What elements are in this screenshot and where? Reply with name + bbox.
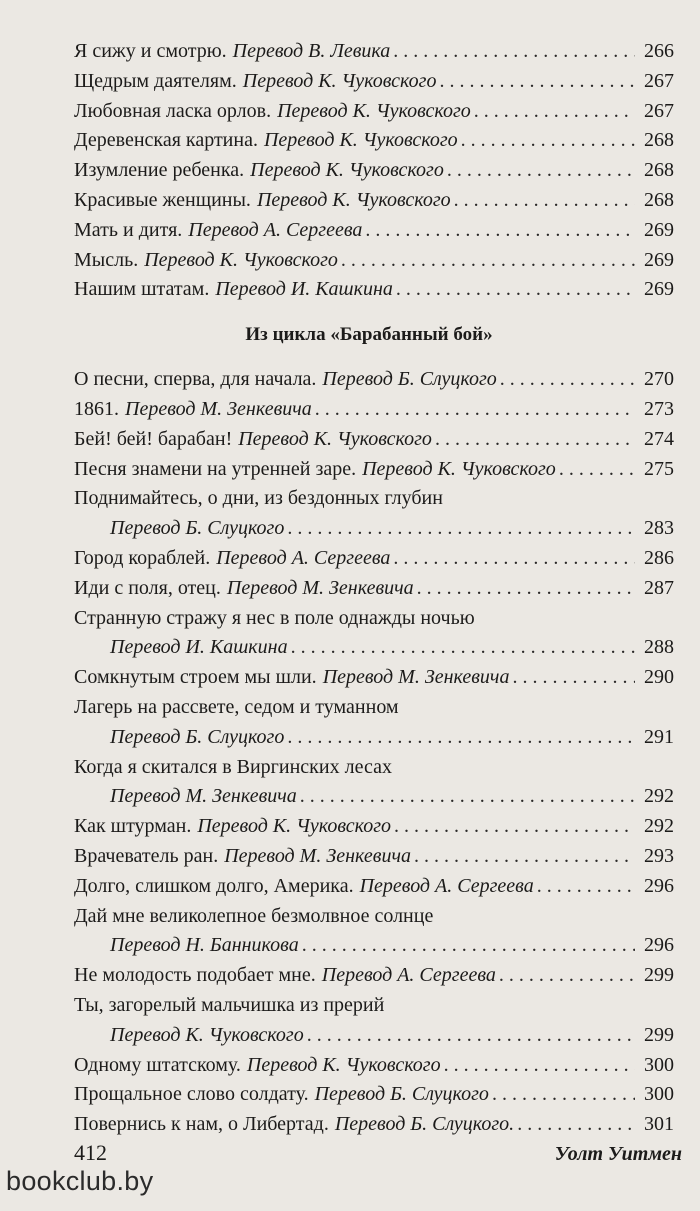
entry-title: Повернись к нам, о Либертад.: [74, 1113, 329, 1136]
toc-entry: [74, 902, 674, 932]
entry-page-number: 288: [644, 636, 674, 659]
entry-page-number: 268: [644, 188, 674, 211]
page-footer: [74, 1140, 682, 1166]
entry-page-number: 274: [644, 427, 674, 450]
toc-entry: [74, 574, 674, 604]
dot-leader: [341, 246, 635, 276]
entry-translator: Перевод К. Чуковского: [242, 69, 437, 92]
entry-title: Красивые женщины.: [74, 188, 251, 211]
entry-title: Щедрым даятелям.: [74, 69, 237, 92]
entry-title: Я сижу и смотрю.: [74, 40, 227, 62]
entry-title: Когда я скитался в Виргинских лесах: [74, 755, 392, 778]
entry-title: Поднимайтесь, о дни, из бездонных глубин: [74, 487, 443, 510]
toc-entry: [74, 156, 674, 186]
toc-entry: [74, 97, 674, 127]
entry-translator: Перевод Б. Слуцкого: [110, 517, 285, 540]
entry-title: Ты, загорелый мальчишка из прерий: [74, 993, 385, 1016]
entry-title: Врачеватель ран.: [74, 844, 219, 867]
entry-page-number: 292: [644, 785, 674, 808]
toc-entry-continuation: [74, 633, 674, 663]
toc-entry: [74, 544, 674, 574]
toc-entry: [74, 37, 674, 67]
toc-entry: [74, 275, 674, 305]
dot-leader: [499, 961, 635, 991]
entry-page-number: 296: [644, 874, 674, 897]
entry-translator: Перевод М. Зенкевича: [125, 397, 312, 420]
entry-title: Дай мне великолепное безмолвное солнце: [74, 904, 434, 927]
dot-leader: [300, 782, 635, 812]
dot-leader: [315, 395, 635, 425]
toc-entry: [74, 67, 674, 97]
entry-page-number: 299: [644, 964, 674, 987]
toc-entry-continuation: [74, 782, 674, 812]
entry-title: О песни, сперва, для начала.: [74, 368, 317, 391]
entry-title: Песня знамени на утренней заре.: [74, 457, 357, 480]
entry-translator: Перевод К. Чуковского: [256, 188, 451, 211]
entry-page-number: 268: [644, 129, 674, 152]
toc-entry: [74, 1051, 674, 1081]
entry-title: Бей! бей! барабан!: [74, 427, 233, 450]
toc-entry: [74, 216, 674, 246]
entry-page-number: 290: [644, 666, 674, 689]
toc-entry: [74, 693, 674, 723]
entry-translator: Перевод К. Чуковского: [197, 815, 392, 838]
toc-entry: [74, 186, 674, 216]
entry-title: Как штурман.: [74, 815, 192, 838]
dot-leader: [393, 37, 635, 67]
dot-leader: [396, 275, 635, 305]
entry-page-number: 292: [644, 815, 674, 838]
entry-title: Одному штатскому.: [74, 1053, 241, 1076]
toc-section-list: [74, 365, 674, 1140]
toc-entry: [74, 455, 674, 485]
watermark-logo: bookclub.by: [6, 1166, 154, 1196]
entry-translator: Перевод К. Чуковского: [362, 457, 556, 480]
entry-page-number: 266: [644, 40, 674, 62]
entry-translator: Перевод К. Чуковского: [246, 1053, 441, 1076]
entry-title: Деревенская картина.: [74, 129, 258, 152]
entry-title: Сомкнутым строем мы шли.: [74, 666, 317, 689]
entry-translator: Перевод Б. Слуцкого: [322, 368, 497, 391]
page-number: 412: [74, 1140, 107, 1165]
entry-page-number: 299: [644, 1023, 674, 1046]
entry-translator: Перевод М. Зенкевича: [322, 666, 510, 689]
toc-entry-continuation: [74, 931, 674, 961]
entry-title: Мысль.: [74, 248, 139, 271]
dot-leader: [500, 365, 635, 395]
entry-translator: Перевод А. Сергеева: [321, 964, 496, 987]
dot-leader: [287, 723, 635, 753]
entry-translator: Перевод К. Чуковского: [110, 1023, 304, 1046]
toc-entry: [74, 604, 674, 634]
entry-page-number: 267: [644, 99, 674, 122]
dot-leader: [444, 1051, 635, 1081]
toc-entry: [74, 484, 674, 514]
table-of-contents: [74, 37, 674, 1140]
entry-translator: Перевод К. Чуковского: [238, 427, 432, 450]
entry-page-number: 300: [644, 1083, 674, 1106]
dot-leader: [447, 156, 635, 186]
toc-entry: [74, 872, 674, 902]
entry-title: Лагерь на рассвете, седом и туманном: [74, 695, 399, 718]
entry-translator: Перевод В. Левика: [232, 40, 391, 62]
dot-leader: [417, 574, 635, 604]
entry-translator: Перевод К. Чуковского: [277, 99, 471, 122]
entry-page-number: 269: [644, 278, 674, 301]
toc-entry: [74, 991, 674, 1021]
entry-title: Иди с поля, отец.: [74, 576, 221, 599]
entry-translator: Перевод М. Зенкевича: [226, 576, 414, 599]
toc-entry: [74, 1080, 674, 1110]
entry-page-number: 283: [644, 517, 674, 540]
entry-translator: Перевод А. Сергеева: [359, 874, 534, 897]
entry-translator: Перевод А. Сергеева: [188, 218, 363, 241]
toc-entry: [74, 961, 674, 991]
toc-entry-continuation: [74, 514, 674, 544]
entry-page-number: 275: [644, 457, 674, 480]
dot-leader: [537, 872, 635, 902]
entry-translator: Перевод Б. Слуцкого.: [334, 1113, 515, 1136]
toc-entry: [74, 753, 674, 783]
entry-title: Не молодость подобает мне.: [74, 964, 316, 987]
entry-title: Долго, слишком долго, Америка.: [74, 874, 354, 897]
toc-entry: [74, 126, 674, 156]
dot-leader: [287, 514, 635, 544]
dot-leader: [307, 1021, 635, 1051]
toc-top-list: [74, 37, 674, 305]
dot-leader: [517, 1110, 635, 1140]
dot-leader: [414, 842, 635, 872]
entry-translator: Перевод А. Сергеева: [216, 546, 391, 569]
dot-leader: [394, 812, 635, 842]
toc-entry: [74, 663, 674, 693]
entry-translator: Перевод Н. Банникова: [110, 934, 299, 957]
entry-translator: Перевод Б. Слуцкого: [314, 1083, 489, 1106]
entry-translator: Перевод М. Зенкевича: [110, 785, 297, 808]
entry-translator: Перевод Б. Слуцкого: [110, 725, 285, 748]
entry-translator: Перевод К. Чуковского: [250, 159, 444, 182]
toc-entry-continuation: [74, 723, 674, 753]
entry-page-number: 286: [644, 546, 674, 569]
entry-title: Любовная ласка орлов.: [74, 99, 272, 122]
entry-page-number: 269: [644, 248, 674, 271]
entry-page-number: 300: [644, 1053, 674, 1076]
toc-entry: [74, 1110, 674, 1140]
dot-leader: [435, 425, 635, 455]
toc-entry: [74, 365, 674, 395]
dot-leader: [365, 216, 635, 246]
toc-entry-continuation: [74, 1021, 674, 1051]
dot-leader: [512, 663, 635, 693]
dot-leader: [492, 1080, 635, 1110]
entry-translator: Перевод И. Кашкина: [215, 278, 393, 301]
entry-title: Город кораблей.: [74, 546, 211, 569]
entry-page-number: 273: [644, 397, 674, 420]
entry-page-number: 301: [644, 1113, 674, 1136]
entry-title: Изумление ребенка.: [74, 159, 245, 182]
entry-title: Мать и дитя.: [74, 218, 183, 241]
dot-leader: [454, 186, 635, 216]
entry-translator: Перевод К. Чуковского: [263, 129, 458, 152]
entry-page-number: 287: [644, 576, 674, 599]
toc-entry: [74, 425, 674, 455]
toc-entry: [74, 842, 674, 872]
entry-page-number: 268: [644, 159, 674, 182]
entry-translator: Перевод И. Кашкина: [110, 636, 288, 659]
entry-title: Странную стражу я нес в поле однажды ночью: [74, 606, 475, 629]
entry-page-number: 293: [644, 844, 674, 867]
dot-leader: [559, 455, 635, 485]
entry-page-number: 267: [644, 69, 674, 92]
toc-entry: [74, 395, 674, 425]
dot-leader: [474, 97, 635, 127]
entry-page-number: 269: [644, 218, 674, 241]
entry-title: 1861.: [74, 397, 119, 420]
entry-page-number: 296: [644, 934, 674, 957]
dot-leader: [291, 633, 635, 663]
running-author: Уолт Уитмен: [554, 1143, 682, 1165]
entry-page-number: 270: [644, 368, 674, 391]
dot-leader: [439, 67, 635, 97]
entry-title: Прощальное слово солдату.: [74, 1083, 309, 1106]
toc-entry: [74, 812, 674, 842]
dot-leader: [302, 931, 635, 961]
entry-title: Нашим штатам.: [74, 278, 210, 301]
dot-leader: [461, 126, 635, 156]
entry-page-number: 291: [644, 725, 674, 748]
dot-leader: [393, 544, 635, 574]
section-heading: Из цикла «Барабанный бой»: [245, 324, 493, 346]
toc-entry: [74, 246, 674, 276]
entry-translator: Перевод К. Чуковского: [144, 248, 338, 271]
entry-translator: Перевод М. Зенкевича: [224, 844, 411, 867]
